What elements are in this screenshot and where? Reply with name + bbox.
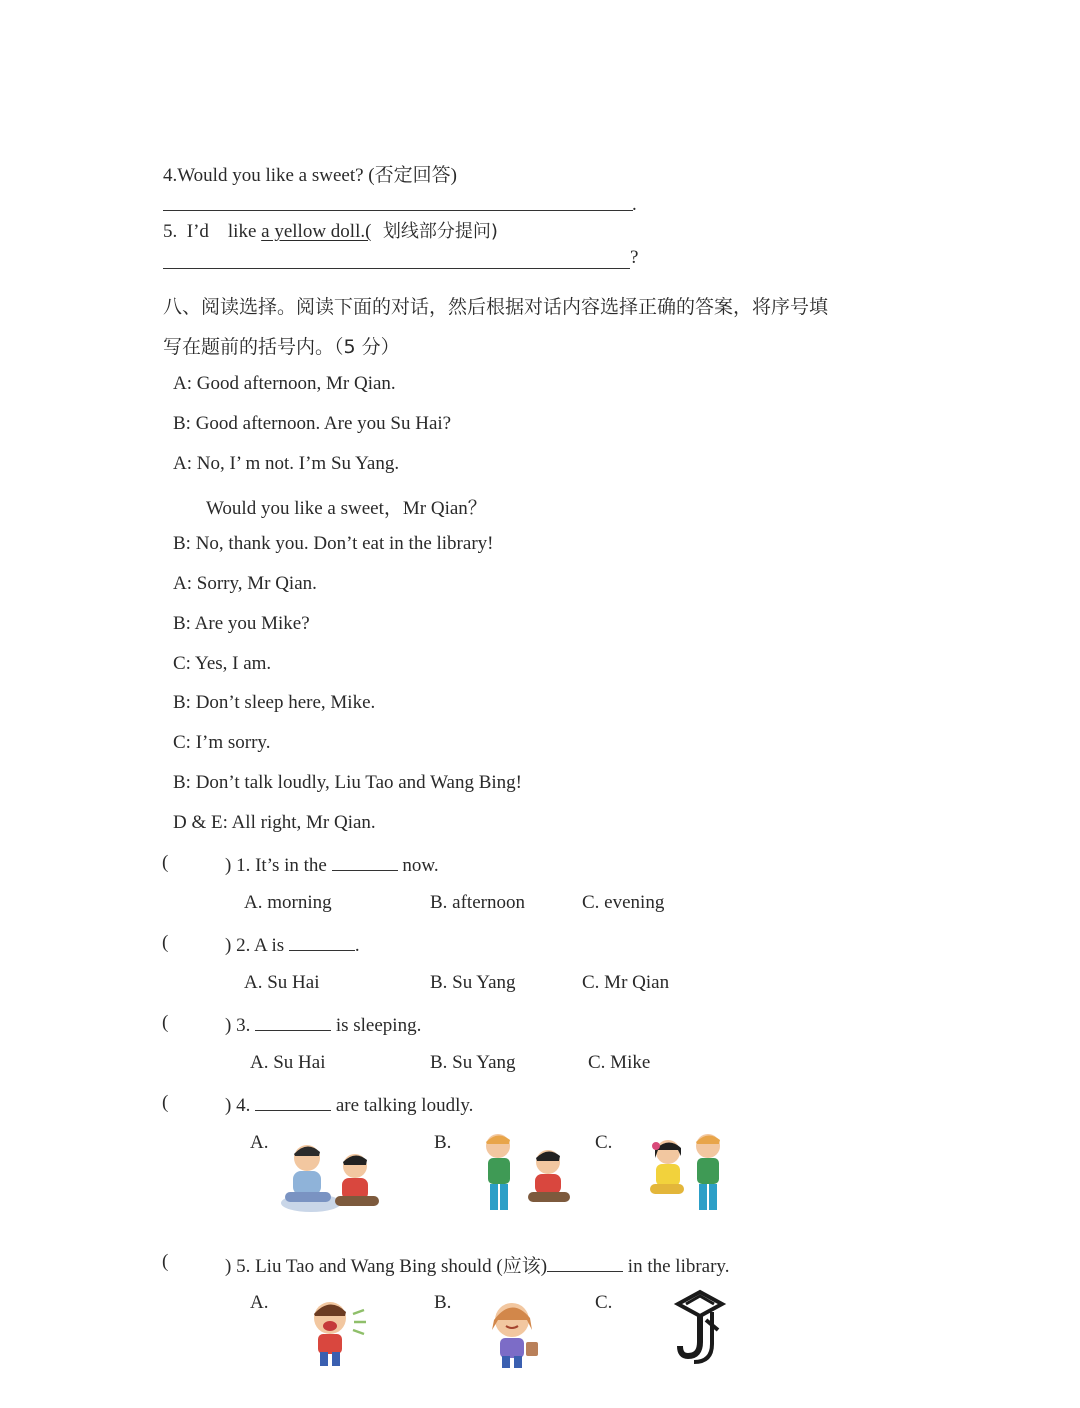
option-1b[interactable]: B. afternoon xyxy=(430,892,525,913)
option-4c-girl-and-boy-illustration[interactable] xyxy=(648,1130,732,1216)
option-1c[interactable]: C. evening xyxy=(582,892,665,913)
section-8-heading-line1: 八、阅读选择。阅读下面的对话，然后根据对话内容选择正确的答案，将序号填 xyxy=(163,296,829,318)
answer-bracket-1[interactable]: ( xyxy=(162,852,169,873)
question-1 xyxy=(225,852,439,877)
option-4a-two-boys-sitting-illustration[interactable] xyxy=(275,1138,385,1216)
option-5a-label[interactable]: A. xyxy=(250,1292,269,1313)
option-4a-label[interactable]: A. xyxy=(250,1132,269,1153)
question-2-blank[interactable] xyxy=(289,932,355,951)
question-5-instruction: 划线部分提问) xyxy=(371,221,498,242)
option-3a[interactable]: A. Su Hai xyxy=(250,1052,326,1073)
option-4b-label[interactable]: B. xyxy=(434,1132,452,1153)
option-2c[interactable]: C. Mr Qian xyxy=(582,972,670,993)
section-8-heading-line2: 写在题前的括号内。（5 分） xyxy=(163,336,400,358)
question-4-text: ) 4. xyxy=(225,1095,251,1116)
dialogue-line: B: Are you Mike? xyxy=(173,613,310,634)
question-1-blank[interactable] xyxy=(332,852,398,871)
option-5c-quiet-sign-icon[interactable] xyxy=(672,1290,728,1366)
question-5-text xyxy=(163,217,498,243)
question-4-blank[interactable] xyxy=(255,1092,331,1111)
option-5b-label[interactable]: B. xyxy=(434,1292,452,1313)
option-4c-label[interactable]: C. xyxy=(595,1132,613,1153)
question-5 xyxy=(225,1251,729,1278)
answer-line-5[interactable] xyxy=(163,268,630,269)
option-3b[interactable]: B. Su Yang xyxy=(430,1052,516,1073)
dialogue-line: A: Good afternoon, Mr Qian. xyxy=(173,373,396,394)
question-5-text: ) 5. Liu Tao and Wang Bing should (应该) xyxy=(225,1256,548,1277)
dialogue-line: B: No, thank you. Don’t eat in the library! xyxy=(173,533,494,554)
answer-line-5-question-mark: ? xyxy=(630,247,639,268)
question-5-prefix: 5. I’d like xyxy=(163,221,262,242)
question-3-text-end: is sleeping. xyxy=(335,1015,422,1036)
option-4b-boy-standing-and-boy-sitting-illustration[interactable] xyxy=(478,1130,578,1216)
answer-bracket-4[interactable]: ( xyxy=(162,1092,169,1113)
dialogue-line: A: No, I’ m not. I’m Su Yang. xyxy=(173,453,400,474)
dialogue-line: D & E: All right, Mr Qian. xyxy=(173,812,376,833)
answer-bracket-5[interactable]: ( xyxy=(162,1251,169,1272)
dialogue-line: Would you like a sweet，Mr Qian？ xyxy=(206,498,487,519)
dialogue-line: C: Yes, I am. xyxy=(173,653,272,674)
answer-bracket-3[interactable]: ( xyxy=(162,1012,169,1033)
dialogue-line: C: I’m sorry. xyxy=(173,732,271,753)
option-3c[interactable]: C. Mike xyxy=(588,1052,651,1073)
option-5a-shouting-child-illustration[interactable] xyxy=(298,1296,372,1368)
answer-line-4[interactable] xyxy=(163,210,633,211)
question-5-text-end: in the library. xyxy=(627,1256,730,1277)
question-1-text: ) 1. It’s in the xyxy=(225,855,327,876)
question-2-text: ) 2. A is xyxy=(225,935,285,956)
question-1-text-end: now. xyxy=(402,855,439,876)
dialogue-line: A: Sorry, Mr Qian. xyxy=(173,573,317,594)
option-2b[interactable]: B. Su Yang xyxy=(430,972,516,993)
question-4 xyxy=(225,1092,473,1117)
answer-bracket-2[interactable]: ( xyxy=(162,932,169,953)
question-4-text: 4.Would you like a sweet? (否定回答) xyxy=(163,165,457,186)
option-5b-quiet-girl-illustration[interactable] xyxy=(482,1296,548,1370)
question-3-blank[interactable] xyxy=(255,1012,331,1031)
option-2a[interactable]: A. Su Hai xyxy=(244,972,320,993)
option-1a[interactable]: A. morning xyxy=(244,892,332,913)
question-2-text-end: . xyxy=(354,935,360,956)
question-4-text-end: are talking loudly. xyxy=(335,1095,474,1116)
question-3 xyxy=(225,1012,421,1037)
dialogue-line: B: Don’t sleep here, Mike. xyxy=(173,692,376,713)
dialogue-line: B: Good afternoon. Are you Su Hai? xyxy=(173,413,452,434)
question-5-underlined-phrase: a yellow doll.( xyxy=(261,221,372,242)
dialogue-line: B: Don’t talk loudly, Liu Tao and Wang Bing! xyxy=(173,772,522,793)
question-5-blank[interactable] xyxy=(547,1253,623,1272)
option-5c-label[interactable]: C. xyxy=(595,1292,613,1313)
question-2 xyxy=(225,932,360,957)
answer-line-4-period: . xyxy=(632,194,637,215)
question-3-text: ) 3. xyxy=(225,1015,251,1036)
